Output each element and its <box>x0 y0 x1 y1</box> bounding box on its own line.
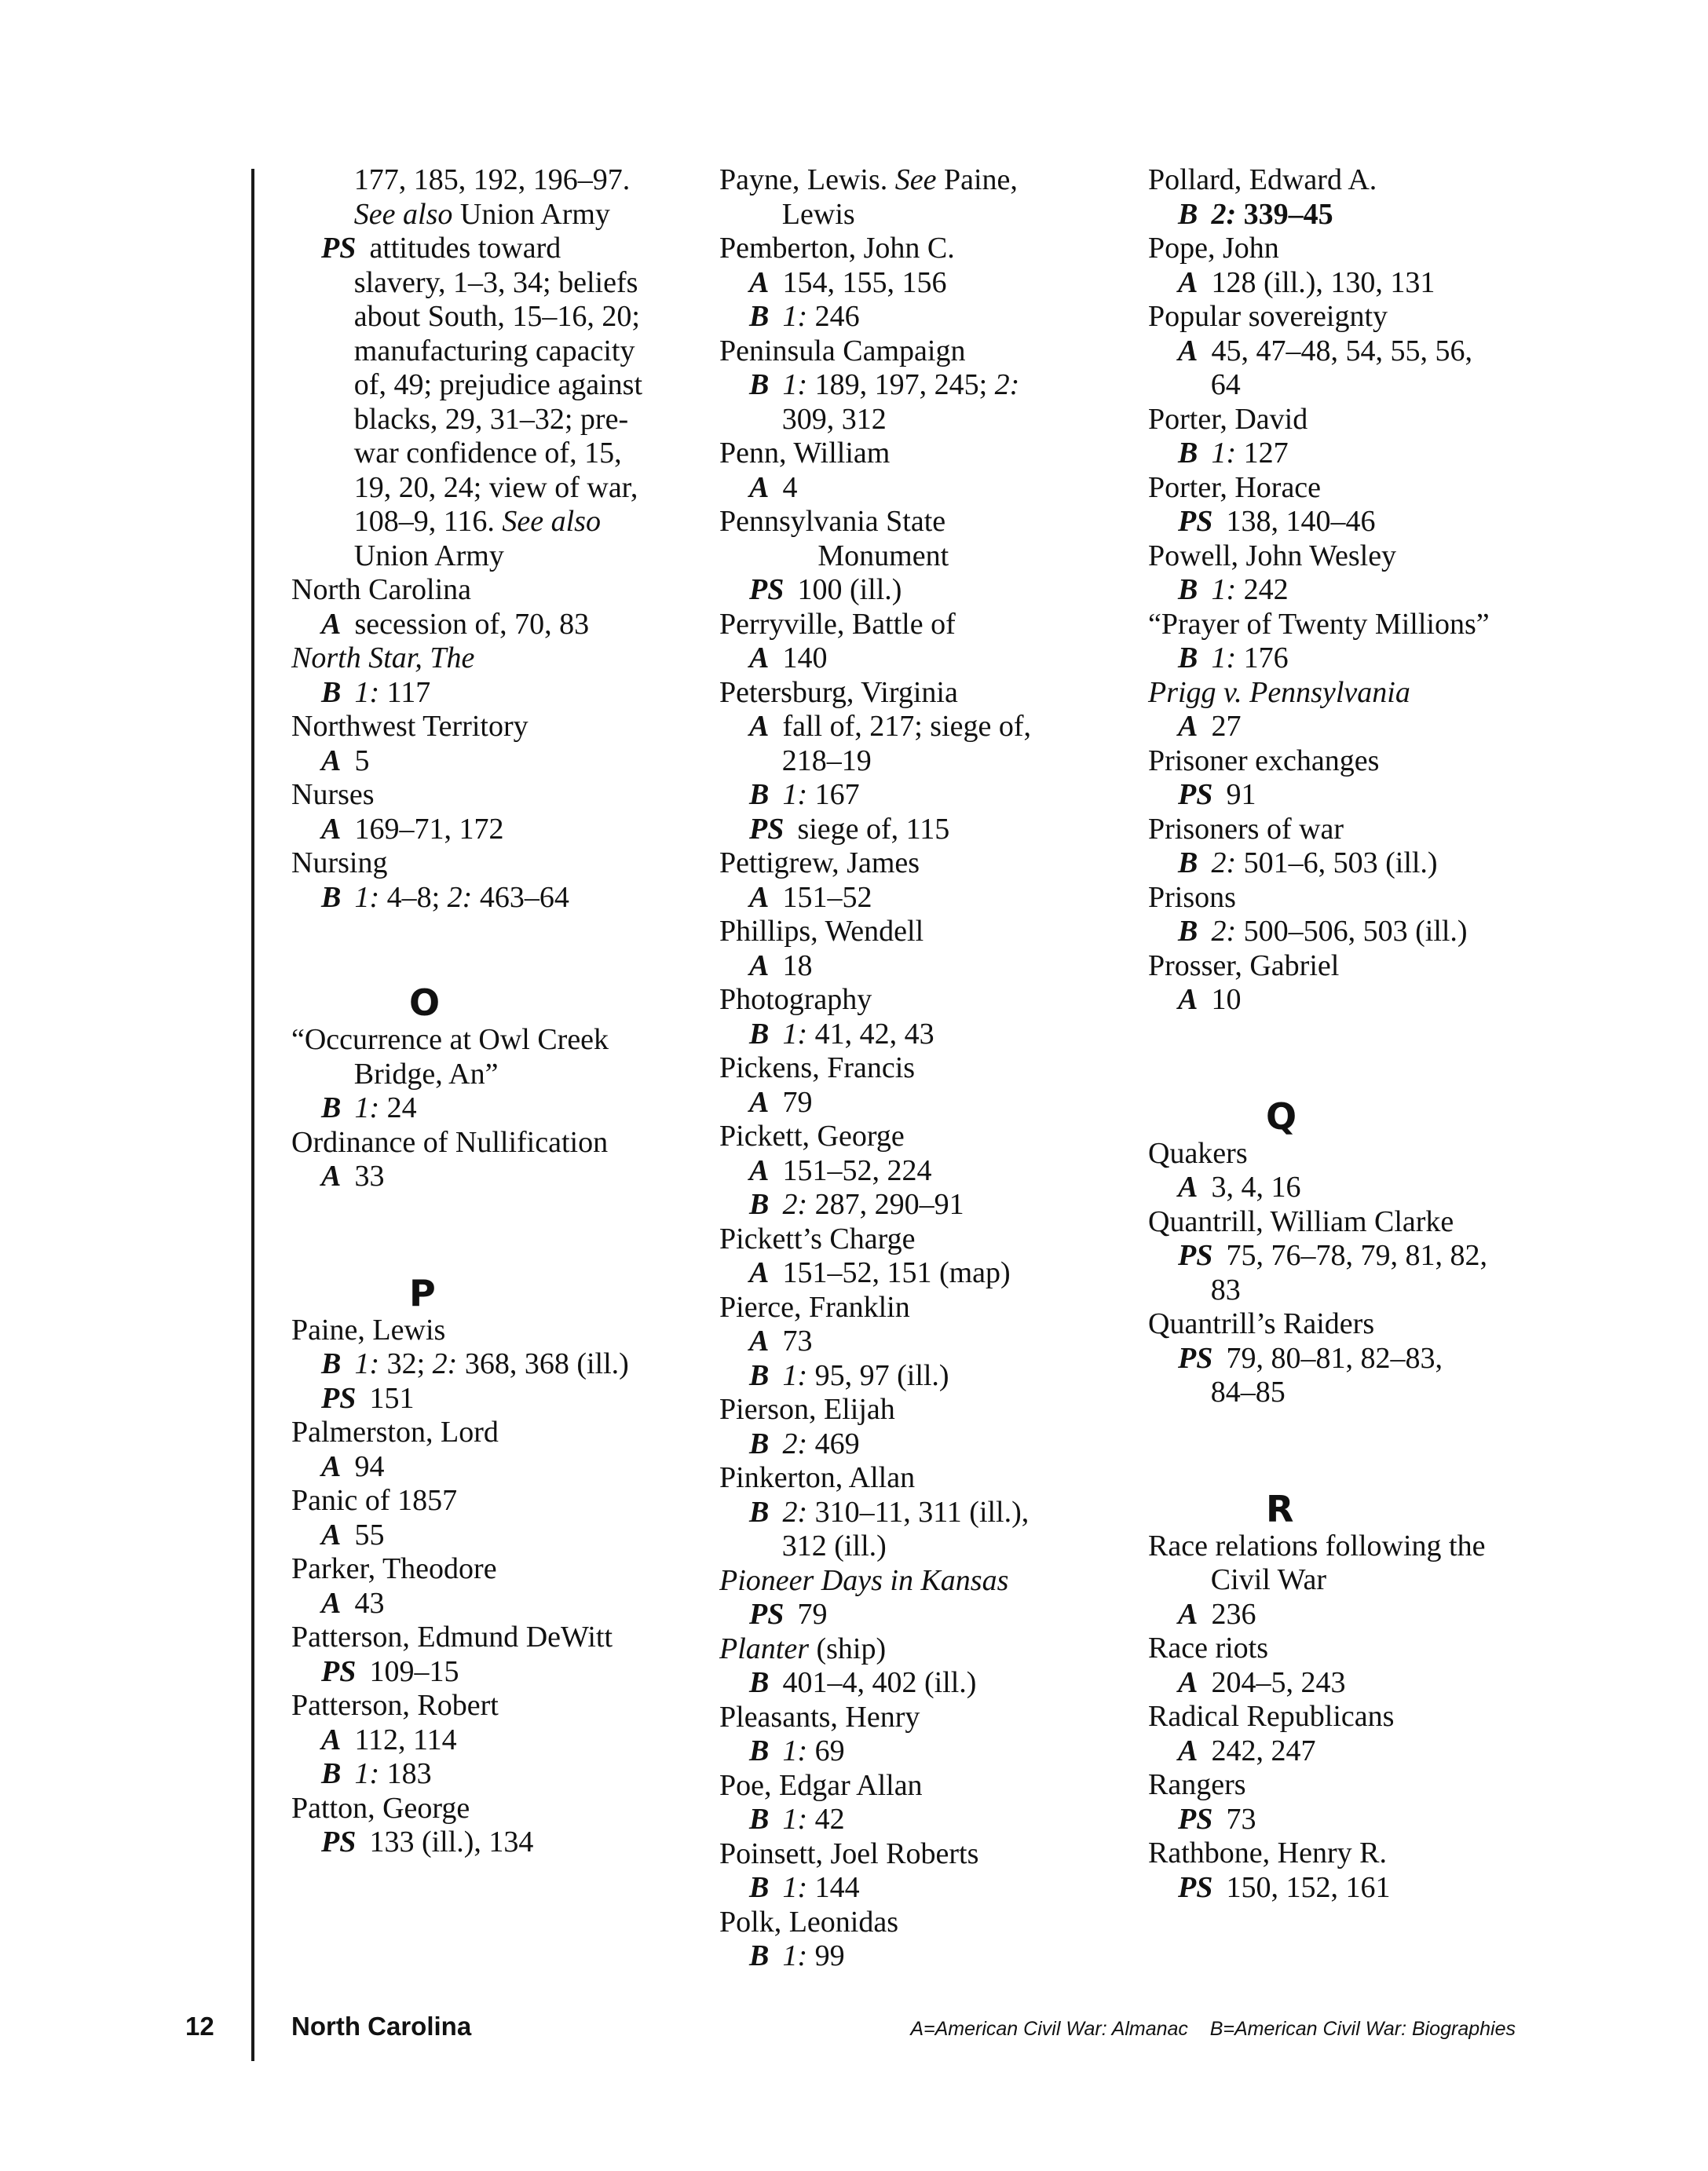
index-subentry: PS 109–15 <box>321 1654 459 1688</box>
index-entry: North Carolina <box>291 573 472 606</box>
index-subentry: A fall of, 217; siege of, 218–19 <box>749 710 1032 777</box>
index-subentry: PS attitudes toward slavery, 1–3, 34; beliefs about South, 15–16, 20; manufacturing capacity of, 49; prejudice against blacks, 29, 31–32; pre- war confidence of, 15, 19, 20, 24; view of war, 108–9, 116. See also Union Army <box>321 232 643 572</box>
index-entry: Pickett, George <box>719 1120 905 1153</box>
index-subentry: A secession of, 70, 83 <box>321 607 590 641</box>
index-subentry: B 1: 42 <box>749 1803 845 1836</box>
column-rule <box>251 169 254 2061</box>
index-subentry: A 94 <box>321 1449 385 1483</box>
index-entry: Ordinance of Nullification <box>291 1125 609 1159</box>
index-subentry: A 27 <box>1178 710 1242 743</box>
index-entry: Panic of 1857 <box>291 1484 458 1517</box>
index-subentry: B 1: 189, 197, 245; 2: 309, 312 <box>749 368 1020 436</box>
index-subentry: B 401–4, 402 (ill.) <box>749 1666 977 1699</box>
index-subentry: A 154, 155, 156 <box>749 265 947 299</box>
index-entry: Pinkerton, Allan <box>719 1461 916 1494</box>
index-entry: Pemberton, John C. <box>719 232 955 265</box>
index-subentry: B 1: 183 <box>321 1757 432 1790</box>
index-column-3 <box>1148 163 1588 1905</box>
index-subentry: A 79 <box>749 1085 813 1119</box>
index-entry: Prisoners of war <box>1148 812 1344 846</box>
index-entry: Race relations following the Civil War <box>1148 1529 1486 1596</box>
index-entry: Petersburg, Virginia <box>719 675 958 709</box>
index-subentry: B 2: 310–11, 311 (ill.), 312 (ill.) <box>749 1495 1030 1562</box>
index-subentry: B 1: 24 <box>321 1091 417 1124</box>
index-subentry: A 3, 4, 16 <box>1178 1171 1301 1204</box>
index-subentry: PS 133 (ill.), 134 <box>321 1826 534 1859</box>
legend-almanac: A=American Civil War: Almanac <box>910 2018 1188 2040</box>
index-subentry: B 1: 176 <box>1178 641 1289 674</box>
index-entry: Penn, William <box>719 437 891 470</box>
continued-reference: 177, 185, 192, 196–97. See also Union Army <box>353 163 631 231</box>
index-subentry: B 2: 339–45 <box>1178 197 1333 231</box>
index-subentry: PS siege of, 115 <box>749 812 950 846</box>
index-subentry: B 1: 99 <box>749 1939 845 1972</box>
index-subentry: B 1: 144 <box>749 1871 860 1904</box>
index-entry: Nursing <box>291 846 388 879</box>
index-subentry: B 1: 95, 97 (ill.) <box>749 1358 949 1392</box>
index-subentry: PS 151 <box>321 1381 415 1415</box>
index-subentry: A 169–71, 172 <box>321 812 504 846</box>
index-entry: Patterson, Edmund DeWitt <box>291 1621 613 1654</box>
section-letter-p: P <box>409 1271 436 1314</box>
index-subentry: B 2: 287, 290–91 <box>749 1188 964 1221</box>
index-entry: Patterson, Robert <box>291 1689 499 1722</box>
index-entry: Pierce, Franklin <box>719 1290 910 1324</box>
section-letter-o: O <box>409 981 441 1024</box>
index-entry: Quantrill, William Clarke <box>1148 1204 1454 1238</box>
index-entry: Powell, John Wesley <box>1148 539 1397 572</box>
index-entry: Perryville, Battle of <box>719 607 956 641</box>
index-subentry: A 242, 247 <box>1178 1734 1316 1767</box>
index-entry: Quakers <box>1148 1136 1248 1170</box>
index-subentry: B 1: 127 <box>1178 437 1289 470</box>
index-subentry: A 18 <box>749 948 813 982</box>
index-entry: Pollard, Edward A. <box>1148 163 1377 196</box>
legend-biographies: B=American Civil War: Biographies <box>1209 2018 1516 2040</box>
index-subentry: PS 79 <box>749 1598 828 1631</box>
index-entry: Prigg v. Pennsylvania <box>1148 675 1410 709</box>
index-entry: Pennsylvania State Monument <box>719 505 949 572</box>
index-column-2 <box>719 163 1128 1974</box>
index-subentry: B 1: 32; 2: 368, 368 (ill.) <box>321 1347 629 1380</box>
index-subentry: A 204–5, 243 <box>1178 1665 1346 1699</box>
index-entry: Pleasants, Henry <box>719 1700 920 1734</box>
index-entry: Phillips, Wendell <box>719 915 924 948</box>
index-subentry: A 33 <box>321 1160 385 1193</box>
index-entry: Prosser, Gabriel <box>1148 948 1340 982</box>
index-entry: Northwest Territory <box>291 710 528 743</box>
index-subentry: A 151–52, 224 <box>749 1153 932 1187</box>
index-subentry: B 1: 242 <box>1178 573 1289 606</box>
index-entry: Parker, Theodore <box>291 1552 497 1585</box>
index-subentry: A 45, 47–48, 54, 55, 56, 64 <box>1178 334 1472 401</box>
index-subentry: B 2: 469 <box>749 1427 860 1460</box>
index-entry: Pettigrew, James <box>719 846 920 879</box>
index-entry: Poinsett, Joel Roberts <box>719 1837 979 1870</box>
index-entry: Polk, Leonidas <box>719 1905 898 1939</box>
index-subentry: A 43 <box>321 1586 385 1620</box>
index-entry: Radical Republicans <box>1148 1700 1395 1733</box>
index-entry: “Prayer of Twenty Millions” <box>1148 607 1490 641</box>
index-subentry: A 112, 114 <box>321 1723 457 1756</box>
index-entry: Pope, John <box>1148 232 1279 265</box>
page-number: 12 <box>185 2012 214 2041</box>
index-subentry: A 73 <box>749 1325 813 1358</box>
index-subentry: A 128 (ill.), 130, 131 <box>1178 265 1436 299</box>
index-entry: Planter (ship) <box>719 1632 887 1665</box>
index-entry: Rathbone, Henry R. <box>1148 1837 1387 1869</box>
index-entry: Prisoner exchanges <box>1148 744 1380 777</box>
index-entry: Paine, Lewis <box>291 1313 446 1347</box>
index-subentry: A 151–52 <box>749 880 872 914</box>
index-entry: Poe, Edgar Allan <box>719 1768 923 1802</box>
index-entry: Nurses <box>291 778 375 811</box>
index-subentry: B 1: 246 <box>749 300 860 333</box>
index-entry: Pickens, Francis <box>719 1051 916 1084</box>
index-entry: Prisons <box>1148 880 1236 914</box>
index-subentry: PS 100 (ill.) <box>749 573 902 606</box>
index-subentry: B 1: 4–8; 2: 463–64 <box>321 880 569 914</box>
index-subentry: PS 150, 152, 161 <box>1178 1870 1391 1904</box>
index-subentry: A 140 <box>749 641 828 674</box>
index-entry: Pioneer Days in Kansas <box>719 1563 1009 1597</box>
index-entry: Peninsula Campaign <box>719 334 966 367</box>
index-subentry: PS 91 <box>1178 778 1256 811</box>
index-subentry: B 1: 41, 42, 43 <box>749 1017 934 1051</box>
index-entry: Pierson, Elijah <box>719 1393 895 1426</box>
index-entry: “Occurrence at Owl Creek Bridge, An” <box>291 1023 609 1091</box>
index-subentry: B 2: 501–6, 503 (ill.) <box>1178 846 1438 879</box>
index-entry: Porter, David <box>1148 402 1308 436</box>
index-subentry: A 5 <box>321 744 370 777</box>
index-entry: Quantrill’s Raiders <box>1148 1307 1375 1340</box>
index-subentry: B 1: 117 <box>321 675 431 709</box>
index-subentry: A 4 <box>749 470 798 504</box>
index-subentry: B 2: 500–506, 503 (ill.) <box>1178 915 1468 948</box>
index-entry: Popular sovereignty <box>1148 300 1388 333</box>
index-subentry: PS 75, 76–78, 79, 81, 82, 83 <box>1178 1239 1487 1307</box>
index-subentry: PS 73 <box>1178 1802 1256 1836</box>
index-subentry: A 236 <box>1178 1597 1256 1631</box>
index-entry: Rangers <box>1148 1768 1246 1801</box>
index-entry: Photography <box>719 983 872 1016</box>
index-subentry: A 55 <box>321 1518 385 1551</box>
source-legend <box>887 2018 1516 2041</box>
index-entry: Patton, George <box>291 1791 470 1825</box>
running-head: North Carolina <box>291 2012 472 2041</box>
index-column-1 <box>291 163 700 1860</box>
index-subentry: A 10 <box>1178 983 1242 1016</box>
index-subentry: PS 138, 140–46 <box>1178 505 1376 538</box>
index-entry: Palmerston, Lord <box>291 1416 499 1449</box>
index-subentry: B 1: 69 <box>749 1734 845 1767</box>
index-subentry: PS 79, 80–81, 82–83, 84–85 <box>1178 1341 1443 1409</box>
section-letter-r: R <box>1266 1487 1294 1530</box>
index-entry: Pickett’s Charge <box>719 1222 916 1255</box>
index-entry: Porter, Horace <box>1148 470 1322 504</box>
index-subentry: B 1: 167 <box>749 778 860 811</box>
section-letter-q: Q <box>1266 1095 1297 1138</box>
index-entry: North Star, The <box>291 641 475 674</box>
index-subentry: A 151–52, 151 (map) <box>749 1256 1011 1289</box>
index-entry: Payne, Lewis. See Paine, Lewis <box>719 163 1018 231</box>
index-entry: Race riots <box>1148 1632 1269 1665</box>
